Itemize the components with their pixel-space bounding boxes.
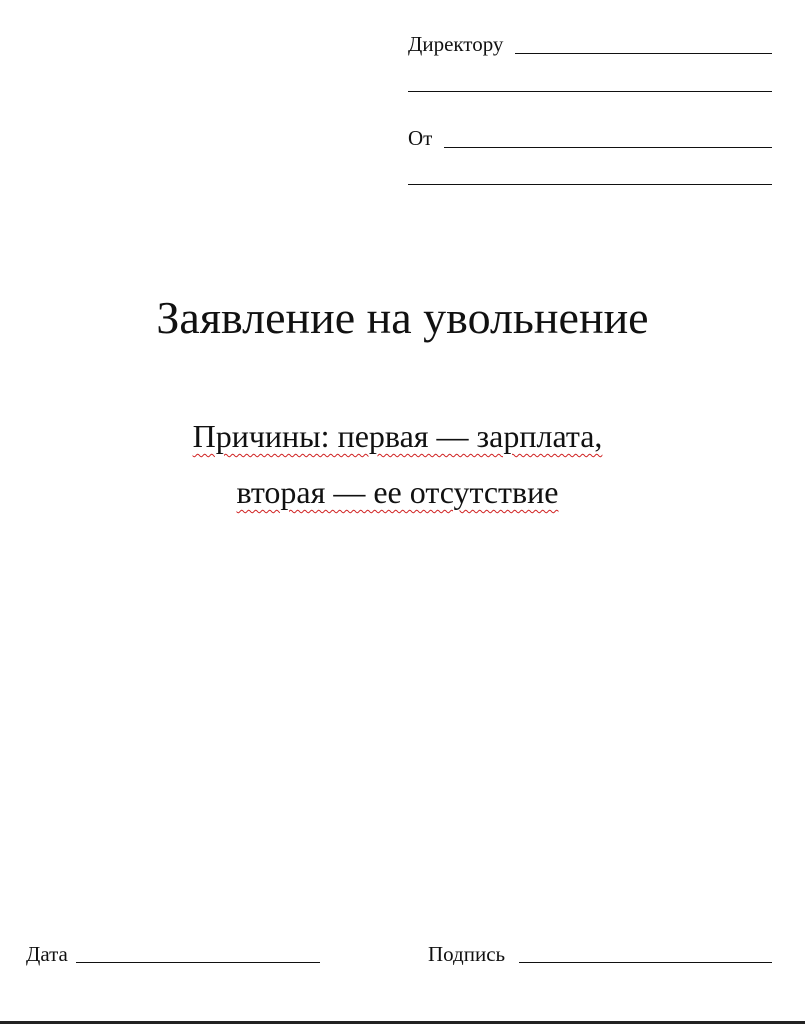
reasons-line-2-text: вторая — ее отсутствие xyxy=(236,474,559,510)
signature-field xyxy=(428,934,772,966)
signature-blank-line xyxy=(519,962,772,963)
reasons-line-1 xyxy=(0,408,795,464)
reasons-line-1-text: Причины: первая — зарплата, xyxy=(192,418,603,454)
date-blank-line xyxy=(76,962,320,963)
from-label: От xyxy=(408,126,433,150)
date-label: Дата xyxy=(26,942,68,966)
reasons-line-2 xyxy=(0,464,795,520)
director-field xyxy=(408,28,772,56)
from-continuation-line xyxy=(408,184,772,185)
director-label: Директору xyxy=(408,32,504,56)
reasons-text xyxy=(0,408,795,520)
from-blank-line xyxy=(444,147,772,148)
document-title: Заявление на увольнение xyxy=(156,292,649,343)
date-field xyxy=(26,934,320,966)
signature-label: Подпись xyxy=(428,942,506,966)
director-blank-line xyxy=(515,53,772,54)
director-continuation-line xyxy=(408,91,772,92)
from-field xyxy=(408,122,772,150)
